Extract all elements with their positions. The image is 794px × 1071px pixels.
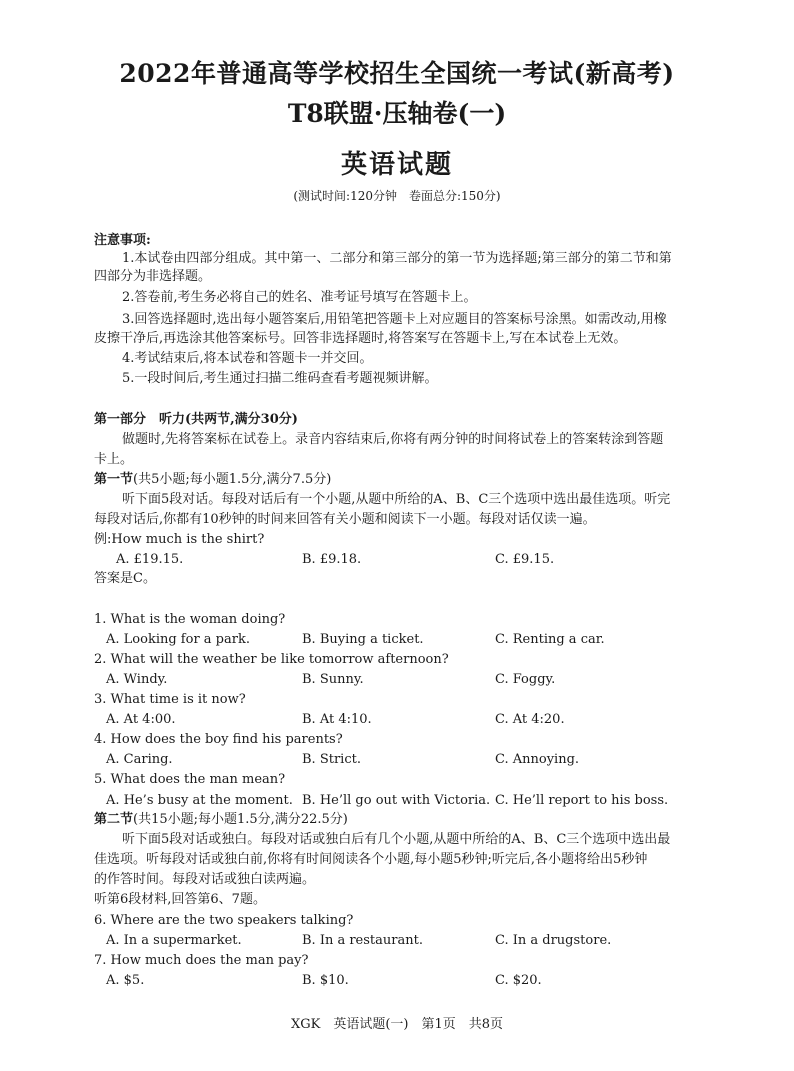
subject-title: 英语试题 bbox=[340, 150, 453, 180]
section2-scoring: (共15小题;每小题1.5分,满分22.5分) bbox=[133, 812, 348, 827]
section2-intro: 的作答时间。每段对话或独白读两遍。 bbox=[94, 872, 316, 887]
option-1c: C. Renting a car. bbox=[495, 632, 605, 647]
option-4b: B. Strict. bbox=[302, 752, 361, 767]
question-7: 7. How much does the man pay? bbox=[94, 953, 309, 968]
part1-intro: 卡上。 bbox=[94, 452, 134, 467]
option-3b: B. At 4:10. bbox=[302, 712, 372, 727]
page-footer: XGK 英语试题(一) 第1页 共8页 bbox=[290, 1017, 504, 1032]
part1-heading: 第一部分 听力(共两节,满分30分) bbox=[94, 412, 298, 427]
exam-meta: (测试时间:120分钟 卷面总分:150分) bbox=[293, 189, 501, 203]
option-2b: B. Sunny. bbox=[302, 672, 364, 687]
example-option-a: A. £19.15. bbox=[116, 552, 184, 567]
question-3: 3. What time is it now? bbox=[94, 692, 246, 707]
example-question: 例:How much is the shirt? bbox=[94, 532, 265, 547]
notes-heading: 注意事项: bbox=[94, 233, 151, 248]
section2-label: 第二节 bbox=[94, 812, 134, 827]
option-7c: C. $20. bbox=[495, 973, 542, 988]
notes-line: 4.考试结束后,将本试卷和答题卡一并交回。 bbox=[122, 351, 373, 366]
notes-line: 2.答卷前,考生务必将自己的姓名、准考证号填写在答题卡上。 bbox=[122, 290, 477, 305]
question-1: 1. What is the woman doing? bbox=[94, 612, 286, 627]
notes-line: 3.回答选择题时,选出每小题答案后,用铅笔把答题卡上对应题目的答案标号涂黑。如需改动,用橡 bbox=[122, 312, 667, 327]
section2-intro: 听下面5段对话或独白。每段对话或独白后有几个小题,从题中所给的A、B、C三个选项中选出最 bbox=[122, 832, 671, 847]
exam-series-title: T8联盟·压轴卷(一) bbox=[287, 99, 507, 128]
example-answer: 答案是C。 bbox=[94, 571, 156, 586]
option-3a: A. At 4:00. bbox=[106, 712, 176, 727]
example-option-c: C. £9.15. bbox=[495, 552, 555, 567]
section2-heading bbox=[94, 811, 348, 829]
option-5a: A. He’s busy at the moment. bbox=[106, 793, 293, 808]
option-7a: A. $5. bbox=[106, 973, 145, 988]
question-4: 4. How does the boy find his parents? bbox=[94, 732, 343, 747]
section1-label: 第一节 bbox=[94, 472, 134, 487]
part1-intro: 做题时,先将答案标在试卷上。录音内容结束后,你将有两分钟的时间将试卷上的答案转涂到答题 bbox=[122, 432, 664, 447]
material-instruction: 听第6段材料,回答第6、7题。 bbox=[94, 892, 266, 907]
option-7b: B. $10. bbox=[302, 973, 349, 988]
notes-line: 5.一段时间后,考生通过扫描二维码查看考题视频讲解。 bbox=[122, 371, 438, 386]
question-6: 6. Where are the two speakers talking? bbox=[94, 913, 354, 928]
option-6c: C. In a drugstore. bbox=[495, 933, 612, 948]
option-5b: B. He’ll go out with Victoria. bbox=[302, 793, 491, 808]
section2-intro: 佳选项。听每段对话或独白前,你将有时间阅读各个小题,每小题5秒钟;听完后,各小题将给出5秒钟 bbox=[94, 852, 648, 867]
option-1b: B. Buying a ticket. bbox=[302, 632, 424, 647]
section1-heading bbox=[94, 471, 331, 489]
option-1a: A. Looking for a park. bbox=[106, 632, 250, 647]
option-2c: C. Foggy. bbox=[495, 672, 556, 687]
option-6a: A. In a supermarket. bbox=[106, 933, 242, 948]
question-5: 5. What does the man mean? bbox=[94, 772, 286, 787]
option-6b: B. In a restaurant. bbox=[302, 933, 423, 948]
option-3c: C. At 4:20. bbox=[495, 712, 565, 727]
option-5c: C. He’ll report to his boss. bbox=[495, 793, 669, 808]
exam-title: 2022年普通高等学校招生全国统一考试(新高考) bbox=[119, 59, 675, 88]
option-4c: C. Annoying. bbox=[495, 752, 580, 767]
notes-line: 皮擦干净后,再选涂其他答案标号。回答非选择题时,将答案写在答题卡上,写在本试卷上无效。 bbox=[94, 331, 627, 346]
option-4a: A. Caring. bbox=[106, 752, 173, 767]
notes-line: 四部分为非选择题。 bbox=[94, 269, 212, 284]
notes-line: 1.本试卷由四部分组成。其中第一、二部分和第三部分的第一节为选择题;第三部分的第二节和第 bbox=[122, 251, 672, 266]
section1-intro: 听下面5段对话。每段对话后有一个小题,从题中所给的A、B、C三个选项中选出最佳选项。听完 bbox=[122, 492, 671, 507]
option-2a: A. Windy. bbox=[106, 672, 168, 687]
section1-intro: 每段对话后,你都有10秒钟的时间来回答有关小题和阅读下一小题。每段对话仅读一遍。 bbox=[94, 512, 596, 527]
example-option-b: B. £9.18. bbox=[302, 552, 362, 567]
question-2: 2. What will the weather be like tomorrow afternoon? bbox=[94, 652, 449, 667]
section1-scoring: (共5小题;每小题1.5分,满分7.5分) bbox=[133, 472, 332, 487]
